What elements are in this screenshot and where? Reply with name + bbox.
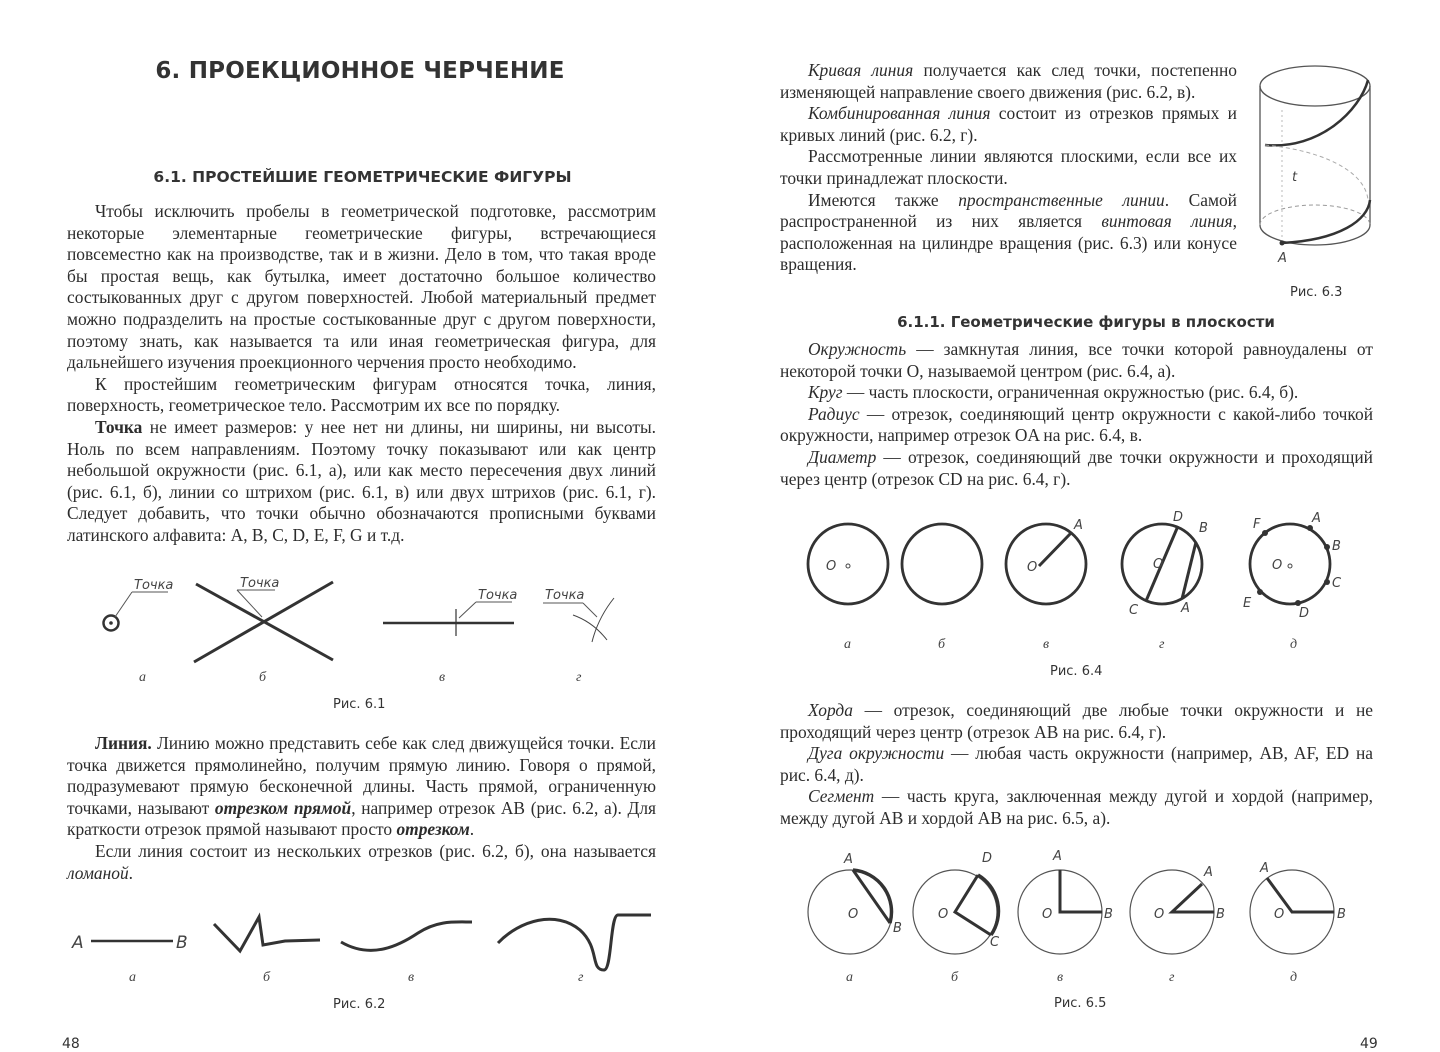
term-circle: Окружность	[808, 339, 907, 359]
fig65d-B: B	[1337, 907, 1346, 922]
fig65-sub-b: б	[951, 970, 959, 985]
fig65g-B: B	[1216, 907, 1225, 922]
right-body-defs-2	[780, 700, 1373, 830]
fig62-sub-g: г	[578, 970, 584, 985]
paragraph-text: — отрезок, соединяющий две любые точки окружности и не проходящий через центр (отрезок AB на рис. 6.4, г).	[780, 700, 1373, 742]
fig65d-A: A	[1260, 861, 1269, 876]
radius-OA	[1039, 533, 1071, 566]
fig63-A: A	[1278, 251, 1287, 266]
fig62-label-B: B	[176, 933, 188, 953]
chord-65a	[853, 870, 890, 923]
fig63-t: t	[1292, 170, 1298, 185]
paragraph-text: не имеет размеров: у нее нет ни длины, ни ширины, ни высоты. Ноль по всем направлениям. Поэтому точку показывают или как центр небольшой окружности (рис. 6.1, а), или как место пересечения двух линий (рис. 6.1, б), линии со штрихом (рис. 6.1, в) или двух штрихов (рис. 6.1, г). Следует добавить, что точки обычно обозначаются прописными буквами латинского алфавита: A, B, C, D, E, F, G и т.д.	[67, 416, 656, 545]
fig64d-D: D	[1299, 606, 1310, 621]
fig61-label-b: Точка	[240, 576, 280, 591]
fig65b-O: O	[938, 907, 949, 922]
fig65-sub-v: в	[1057, 970, 1064, 985]
term-diameter: Диаметр	[808, 446, 877, 467]
fig64d-O: O	[1272, 558, 1283, 573]
figure-6-1	[0, 570, 720, 710]
paragraph-text: — замкнутая линия, все точки которой равноудалены от некоторой точки O, называемой центром (рис. 6.4, а).	[780, 339, 1373, 381]
chapter-title: 6. ПРОЕКЦИОННОЕ ЧЕРЧЕНИЕ	[155, 58, 565, 84]
paragraph	[780, 404, 1373, 447]
paragraph-text: получается как след точки, постепенно изменяющей направление своего движения (рис. 6.2, в).	[780, 60, 1237, 102]
paragraph-text: — любая часть окружности (например, AB, AF, ED на рис. 6.4, д).	[780, 743, 1373, 785]
fig65-sub-d: д	[1290, 970, 1298, 985]
paragraph	[780, 339, 1373, 382]
term-segment: отрезком прямой	[214, 797, 352, 818]
fig65-caption: Рис. 6.5	[1054, 996, 1107, 1011]
page-number-left: 48	[62, 1036, 80, 1052]
fig63-caption: Рис. 6.3	[1290, 285, 1343, 300]
figure-6-3	[720, 0, 1440, 300]
right-page	[720, 0, 1440, 1052]
paragraph: Рассмотренные линии являются плоскими, если все их точки принадлежат плоскости.	[780, 146, 1237, 188]
term-helix: винтовая линия	[1101, 211, 1233, 232]
fig64-sub-g: г	[1159, 637, 1165, 652]
term-segment-short: отрезком	[396, 819, 470, 840]
fig61-sub-v: в	[439, 670, 446, 685]
fig61-sub-g: г	[576, 670, 582, 685]
fig65g-O: O	[1154, 907, 1165, 922]
page-number-right: 49	[1360, 1036, 1378, 1052]
polyline-b	[214, 917, 320, 951]
paragraph-text: Если линия состоит из нескольких отрезков (рис. 6.2, б), она называется	[95, 840, 656, 861]
chord-AB	[1182, 542, 1196, 599]
paragraph	[780, 743, 1373, 786]
fig65a-O: O	[848, 907, 859, 922]
subsection-title: 6.1.1. Геометрические фигуры в плоскости	[897, 313, 1275, 331]
combined-line-g	[498, 915, 651, 970]
paragraph	[780, 382, 1373, 404]
term-chord: Хорда	[808, 700, 853, 720]
fig64-sub-a: а	[844, 637, 851, 652]
section-title: 6.1. ПРОСТЕЙШИЕ ГЕОМЕТРИЧЕСКИЕ ФИГУРЫ	[153, 168, 572, 186]
paragraph	[780, 786, 1373, 829]
paragraph-text: .	[128, 862, 133, 883]
cylinder-top	[1260, 66, 1370, 106]
fig64d-F: F	[1253, 517, 1261, 532]
fig64d-A: A	[1312, 511, 1321, 526]
fig65v-O: O	[1042, 907, 1053, 922]
angle-65g	[1172, 884, 1214, 912]
fig65a-B: B	[893, 921, 902, 936]
figure-6-2	[0, 900, 720, 980]
paragraph	[67, 841, 656, 884]
curve-v	[341, 922, 472, 950]
fig65-sub-a: а	[846, 970, 853, 985]
fig65b-D: D	[982, 851, 993, 866]
paragraph-text: , например отрезок AB (рис. 6.2, а). Для краткости отрезок прямой называют просто	[67, 797, 657, 840]
paragraph-text: Линию можно представить себе как след движущейся точки. Если точка движется прямолинейно, получим прямую линию. Говоря о прямой, подразумевают прямую бесконечной длины. Часть прямой, ограниченную точками, называют	[67, 733, 656, 818]
paragraph-text: . Самой распространенной из них является	[780, 189, 1237, 232]
paragraph-text: — отрезок, соединяющий центр окружности с какой-либо точкой окружности, например отрезок OA на рис. 6.4, в.	[780, 403, 1373, 446]
fig65b-C: C	[990, 935, 1000, 950]
term-segment-circle: Сегмент	[808, 786, 875, 807]
paragraph	[780, 700, 1373, 743]
term-arc: Дуга окружности	[808, 743, 945, 764]
paragraph	[67, 733, 656, 841]
fig61-label-a: Точка	[134, 578, 174, 593]
figure-6-5	[720, 840, 1440, 970]
term-line: Линия.	[95, 733, 152, 753]
fig62-caption: Рис. 6.2	[333, 997, 386, 1012]
term-spatial: пространственные линии	[958, 189, 1165, 210]
fig62-sub-b: б	[263, 970, 271, 985]
paragraph-text: .	[469, 819, 475, 840]
paragraph-text: Имеются также	[808, 189, 959, 210]
fig65v-B: B	[1104, 907, 1113, 922]
fig64-sub-d: д	[1290, 637, 1298, 652]
fig64-sub-v: в	[1043, 637, 1050, 652]
term-radius: Радиус	[808, 403, 860, 424]
fig62-label-A: A	[72, 933, 84, 953]
term-point: Точка	[95, 416, 143, 437]
fig65d-O: O	[1274, 907, 1285, 922]
term-polyline: ломаной	[67, 862, 129, 883]
fig61-label-v: Точка	[478, 588, 518, 603]
fig61-sub-a: а	[139, 670, 146, 685]
fig65a-A: A	[844, 852, 853, 867]
term-disk: Круг	[808, 382, 843, 403]
right-body-defs	[780, 339, 1373, 490]
fig61-caption: Рис. 6.1	[333, 697, 386, 712]
fig62-sub-a: а	[129, 970, 136, 985]
fig64d-E: E	[1243, 596, 1252, 611]
fig64a-O: O	[826, 559, 837, 574]
circle-v	[1006, 524, 1086, 604]
fig64-sub-b: б	[938, 637, 946, 652]
term-combined: Комбинированная линия	[808, 103, 991, 124]
fig64-caption: Рис. 6.4	[1050, 664, 1103, 679]
paragraph-text: , расположенная на цилиндре вращения (рис. 6.3) или конусе вращения.	[780, 211, 1237, 275]
fig61-label-g: Точка	[545, 588, 585, 603]
paragraph: Чтобы исключить пробелы в геометрической подготовке, рассмотрим некоторые элементарные геометрические фигуры, встречающиеся повсеместно как на производстве, так и в жизни. Дело в том, что такая вроде бы простая вещь, как бутылка, имеет достаточно большое количество состыкованных друг с другом поверхностей. Любой материальный предмет можно подразделить на простые состыкованные друг с другом поверхности, поэтому знать, как называется та или иная геометрическая фигура, для дальнейшего изучения проекционного черчения просто необходимо.	[67, 201, 656, 373]
paragraph-text: — часть плоскости, ограниченная окружностью (рис. 6.4, б).	[842, 382, 1299, 403]
fig64g-C: C	[1129, 603, 1139, 618]
fig61-sub-b: б	[259, 670, 267, 685]
term-curve: Кривая линия	[808, 60, 914, 80]
circle-b	[902, 524, 982, 604]
left-body-text-2	[67, 733, 656, 884]
fig64d-B: B	[1332, 539, 1341, 554]
fig65g-A: A	[1204, 865, 1213, 880]
fig65-sub-g: г	[1169, 970, 1175, 985]
fig64g-O: O	[1153, 557, 1164, 572]
helix-upper	[1265, 80, 1368, 145]
fig64g-D: D	[1173, 510, 1184, 525]
figure-6-4	[720, 500, 1440, 630]
paragraph	[780, 447, 1373, 490]
left-body-text	[67, 201, 656, 547]
fig64v-O: O	[1027, 560, 1038, 575]
paragraph-text: — часть круга, заключенная между дугой и хордой (например, между дугой AB и хордой AB на рис. 6.5, а).	[780, 786, 1373, 828]
paragraph	[67, 417, 656, 547]
fig64g-A: A	[1181, 601, 1190, 616]
paragraph: К простейшим геометрическим фигурам относятся точка, линия, поверхность, геометрическое тело. Рассмотрим их все по порядку.	[67, 373, 656, 416]
fig64g-B: B	[1199, 521, 1208, 536]
fig65v-A: A	[1053, 849, 1062, 864]
fig64d-C: C	[1332, 576, 1342, 591]
paragraph-text: — отрезок, соединяющий две точки окружности и проходящий через центр (отрезок CD на рис. 6.4, г).	[780, 446, 1373, 489]
fig62-sub-v: в	[408, 970, 415, 985]
fig64v-A: A	[1074, 518, 1083, 533]
paragraph-text: состоит из отрезков прямых и кривых линий (рис. 6.2, г).	[780, 103, 1237, 145]
